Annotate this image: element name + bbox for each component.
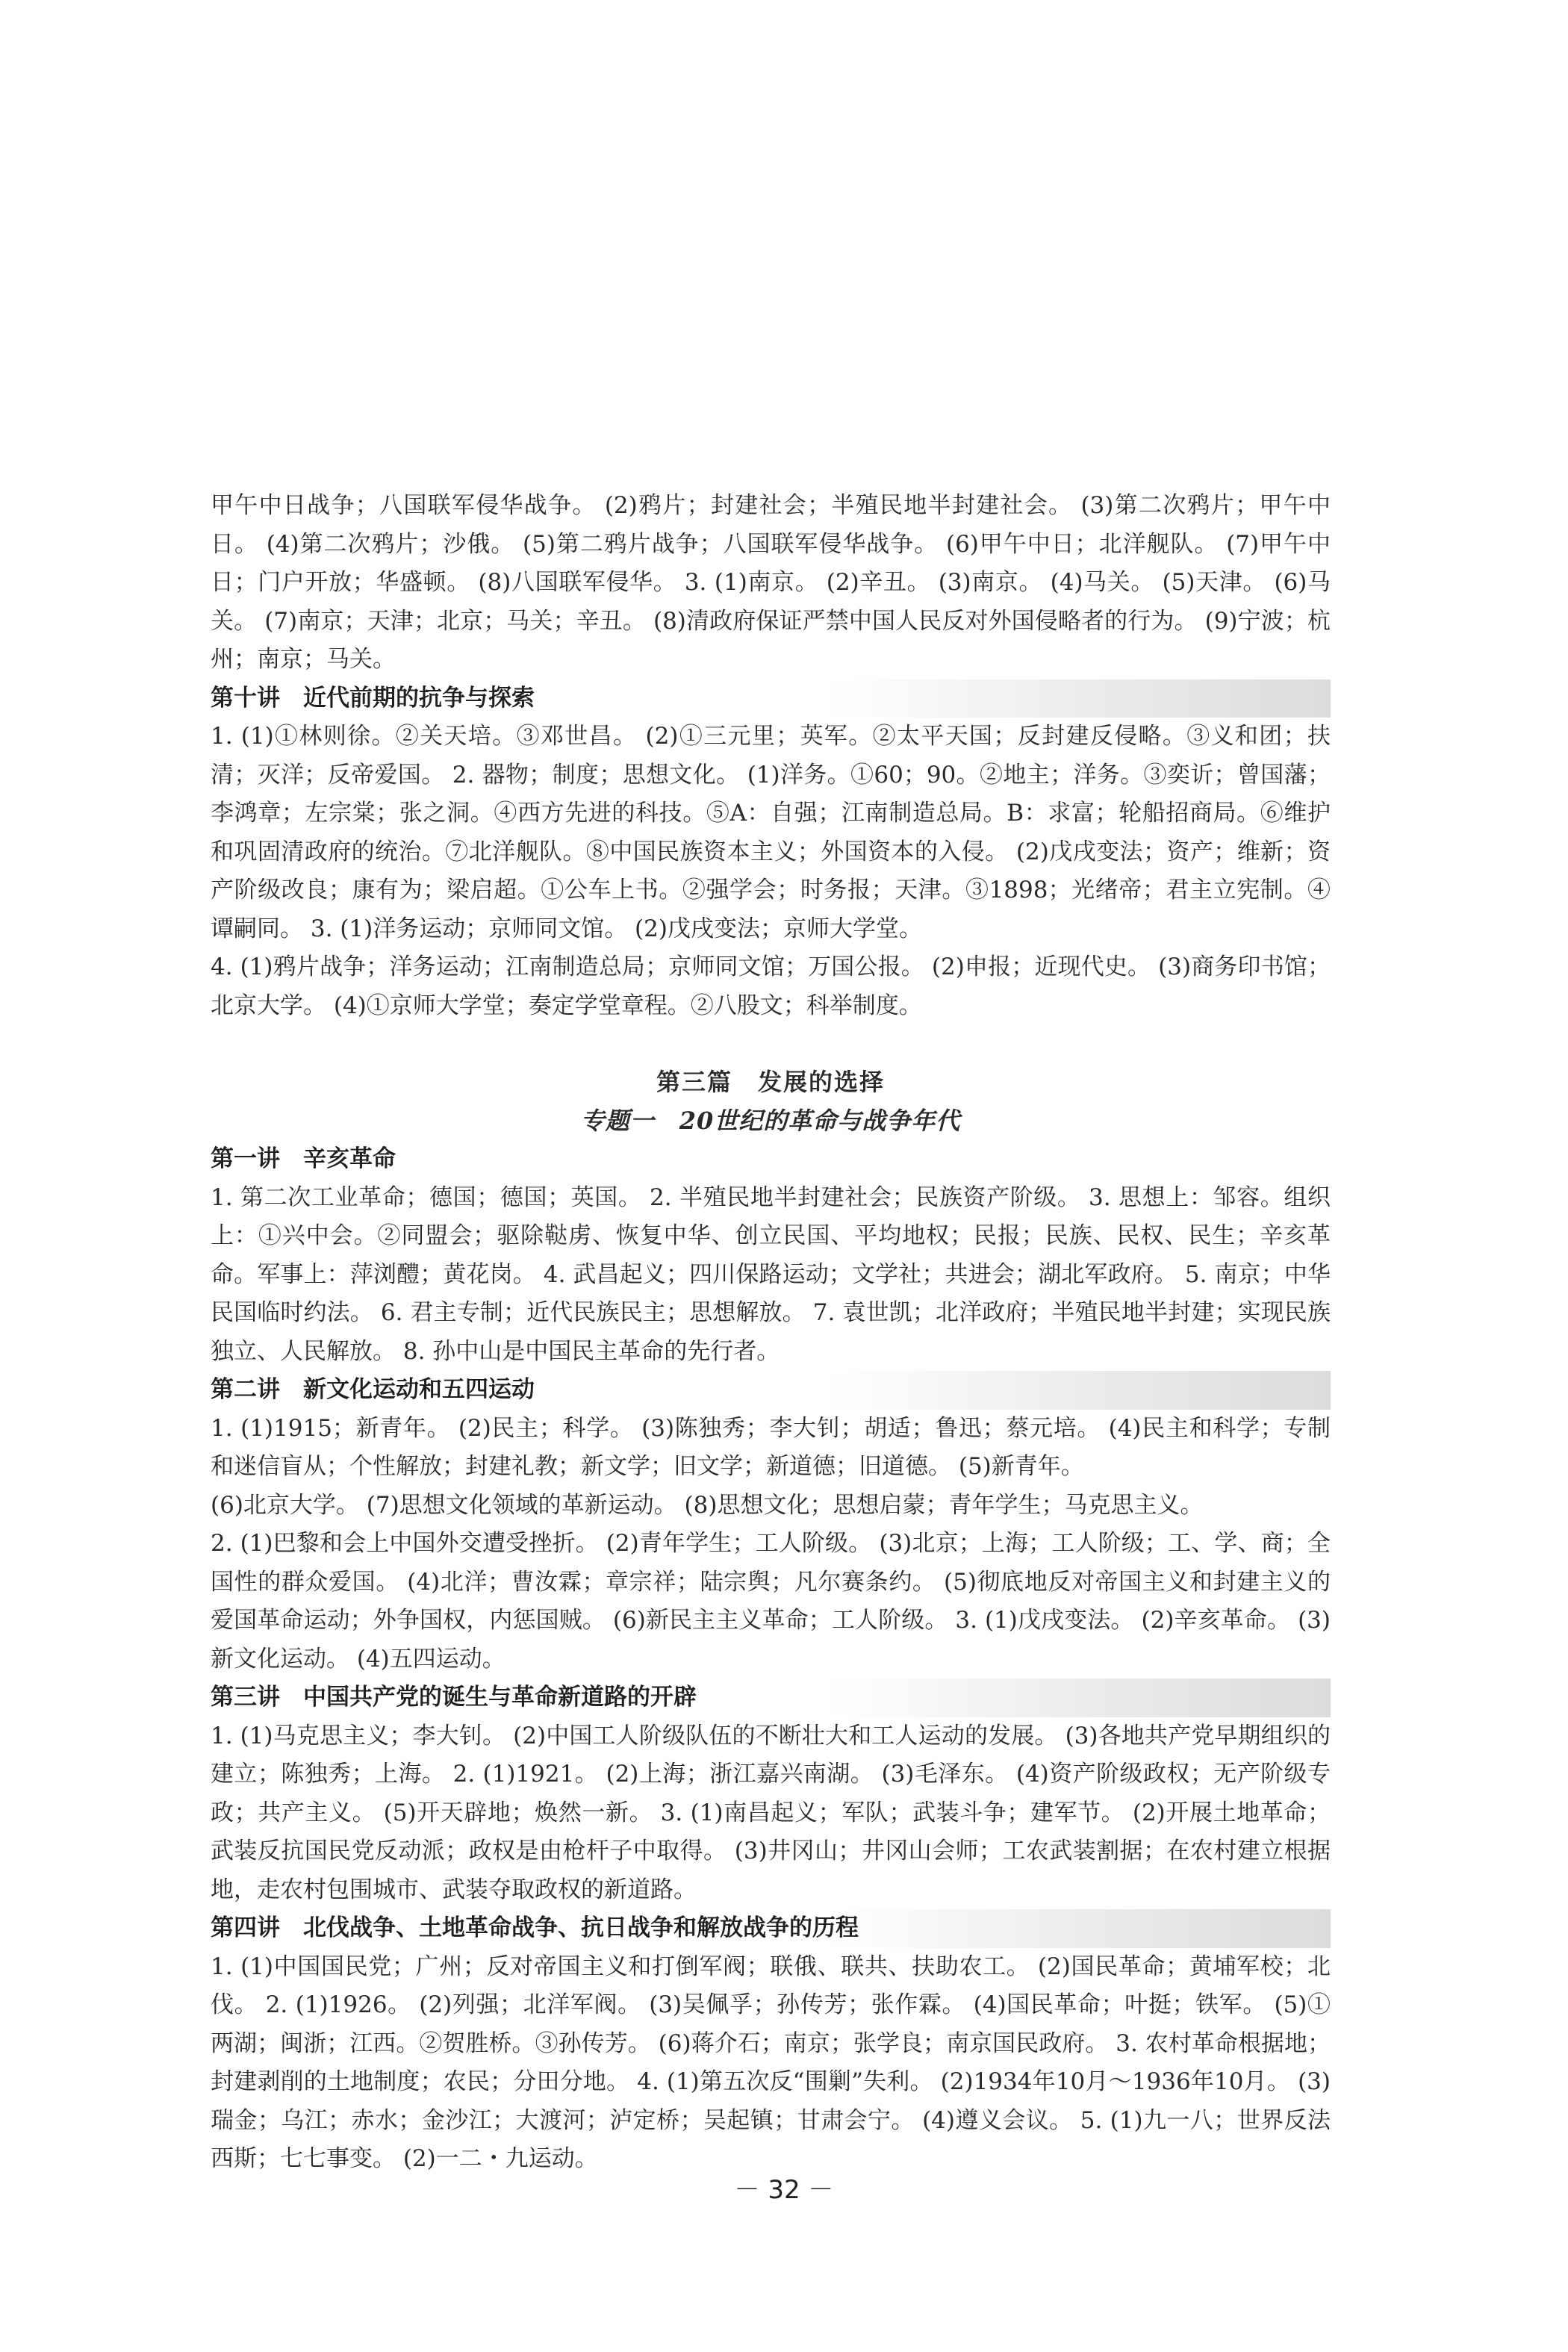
lecture-2-paragraph: 1. (1)1915；新青年。 (2)民主；科学。 (3)陈独秀；李大钊；胡适；鲁迅；蔡元培。 (4)民主和科学；专制和迷信盲从；个性解放；封建礼教；新文学；旧文学；新道德；旧道德。 (5)新青年。 <box>211 1414 1331 1480</box>
lecture-4-paragraph: 1. (1)中国国民党；广州；反对帝国主义和打倒军阀；联俄、联共、扶助农工。 (2)国民革命；黄埔军校；北伐。 2. (1)1926。 (2)列强；北洋军阀。 (3)吴佩孚；孙传芳；张作霖。 (4)国民革命；叶挺；铁军。 (5)①两湖；闽浙；江西。②贺胜桥。③孙传芳。 (6)蒋介石；南京；张学良；南京国民政府。 3. 农村革命根据地；封建剥削的土地制度；农民；分田分地。 4. (1)第五次反“围剿”失利。 (2)1934年10月～1936年10月。 (3)瑞金；乌江；赤水；金沙江；大渡河；泸定桥；吴起镇；甘肃会宁。 (4)遵义会议。 5. (1)九一八；世界反法西斯；七七事变。 (2)一二・九运动。 <box>211 1953 1331 2172</box>
lecture-1-paragraph: 1. 第二次工业革命；德国；德国；英国。 2. 半殖民地半封建社会；民族资产阶级。 3. 思想上：邹容。组织上：①兴中会。②同盟会；驱除鞑虏、恢复中华、创立民国、平均地权；民报；民族、民权、民生；辛亥革命。军事上：萍浏醴；黄花岗。 4. 武昌起义；四川保路运动；文学社；共进会；湖北军政府。 5. 南京；中华民国临时约法。 6. 君主专制；近代民族民主；思想解放。 7. 袁世凯；北洋政府；半殖民地半封建；实现民族独立、人民解放。 8. 孙中山是中国民主革命的先行者。 <box>211 1183 1331 1365</box>
lecture-3-paragraph: 1. (1)马克思主义；李大钊。 (2)中国工人阶级队伍的不断壮大和工人运动的发展。 (3)各地共产党早期组织的建立；陈独秀；上海。 2. (1)1921。 (2)上海；浙江嘉兴南湖。 (3)毛泽东。 (4)资产阶级政权；无产阶级专政；共产主义。 (5)开天辟地；焕然一新。 3. (1)南昌起义；军队；武装斗争；建军节。 (2)开展土地革命；武装反抗国民党反动派；政权是由枪杆子中取得。 (3)井冈山；井冈山会师；工农武装割据；在农村建立根据地，走农村包围城市、武装夺取政权的新道路。 <box>211 1722 1331 1903</box>
paragraph-continuation: 甲午中日战争；八国联军侵华战争。 (2)鸦片；封建社会；半殖民地半封建社会。 (3)第二次鸦片；甲午中日。 (4)第二次鸦片；沙俄。 (5)第二鸦片战争；八国联军侵华战争。 (6)甲午中日；北洋舰队。 (7)甲午中日；门户开放；华盛顿。 (8)八国联军侵华。 3. (1)南京。 (2)辛丑。 (3)南京。 (4)马关。 (5)天津。 (6)马关。 (7)南京；天津；北京；马关；辛丑。 (8)清政府保证严禁中国人民反对外国侵略者的行为。 (9)宁波；杭州；南京；马关。 <box>211 492 1331 673</box>
lecture-10-paragraph: 1. (1)①林则徐。②关天培。③邓世昌。 (2)①三元里；英军。②太平天国；反封建反侵略。③义和团；扶清；灭洋；反帝爱国。 2. 器物；制度；思想文化。 (1)洋务。①60；90。②地主；洋务。③奕䜣；曾国藩；李鸿章；左宗棠；张之洞。④西方先进的科技。⑤A：自强；江南制造总局。B：求富；轮船招商局。⑥维护和巩固清政府的统治。⑦北洋舰队。⑧中国民族资本主义；外国资本的入侵。 (2)戊戌变法；资产；维新；资产阶级改良；康有为；梁启超。①公车上书。②强学会；时务报；天津。③1898；光绪帝；君主立宪制。④谭嗣同。 3. (1)洋务运动；京师同文馆。 (2)戊戌变法；京师大学堂。 <box>211 723 1331 942</box>
lecture-1-heading: 第一讲 辛亥革命 <box>211 1145 396 1172</box>
lecture-3-heading: 第三讲 中国共产党的诞生与革命新道路的开辟 <box>211 1679 1331 1717</box>
lecture-10-paragraph: 4. (1)鸦片战争；洋务运动；江南制造总局；京师同文馆；万国公报。 (2)申报；近现代史。 (3)商务印书馆；北京大学。 (4)①京师大学堂；奏定学堂章程。②八股文；科举制度。 <box>211 953 1331 1019</box>
lecture-2-heading: 第二讲 新文化运动和五四运动 <box>211 1371 1331 1410</box>
lecture-2-paragraph: 2. (1)巴黎和会上中国外交遭受挫折。 (2)青年学生；工人阶级。 (3)北京；上海；工人阶级；工、学、商；全国性的群众爱国。 (4)北洋；曹汝霖；章宗祥；陆宗舆；凡尔赛条约。 (5)彻底地反对帝国主义和封建主义的爱国革命运动；外争国权，内惩国贼。 (6)新民主主义革命；工人阶级。 3. (1)戊戌变法。 (2)辛亥革命。 (3)新文化运动。 (4)五四运动。 <box>211 1530 1331 1673</box>
answer-content <box>211 487 1331 2179</box>
topic-title: 专题一 20世纪的革命与战争年代 <box>580 1107 961 1135</box>
lecture-10-heading: 第十讲 近代前期的抗争与探索 <box>211 679 1331 718</box>
part-title: 第三篇 发展的选择 <box>656 1068 885 1096</box>
lecture-2-paragraph: (6)北京大学。 (7)思想文化领域的革新运动。 (8)思想文化；思想启蒙；青年学生；马克思主义。 <box>211 1491 1204 1519</box>
section-gap <box>211 1025 1331 1063</box>
page-number: － 32 － <box>734 2175 834 2205</box>
lecture-4-heading: 第四讲 北伐战争、土地革命战争、抗日战争和解放战争的历程 <box>211 1909 1331 1948</box>
